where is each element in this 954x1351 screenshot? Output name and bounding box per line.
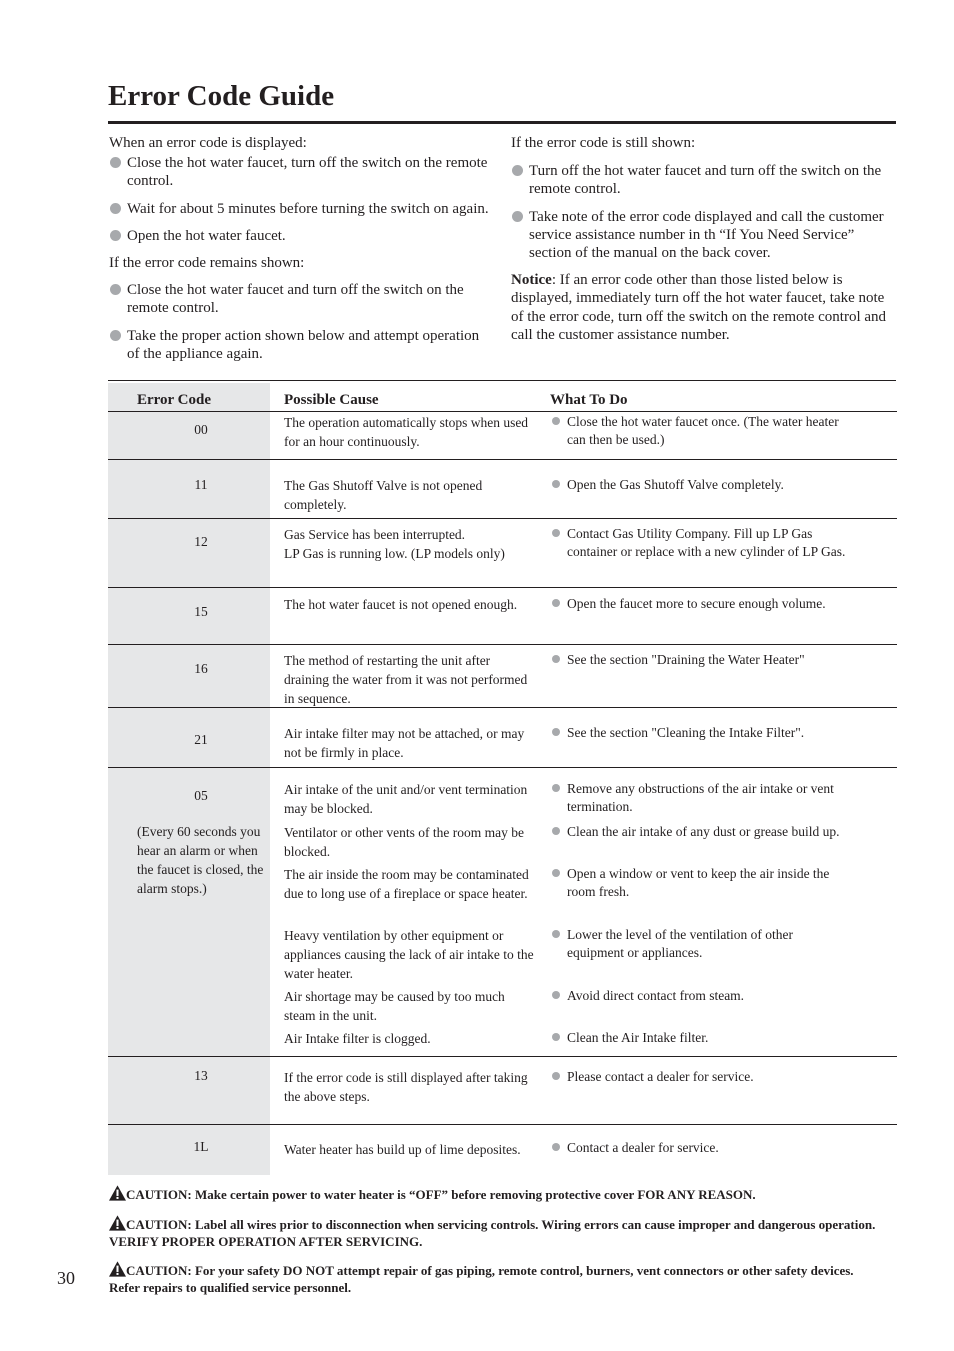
bullet-icon [110,330,121,341]
bullet-icon [552,869,560,877]
what-to-do [551,823,851,841]
table-row [108,1125,897,1181]
what-to-do-text: Open the Gas Shutoff Valve completely. [567,477,784,492]
possible-cause: Air shortage may be caused by too much steam in the unit. [284,989,505,1023]
error-code: 21 [194,732,208,747]
error-code: 13 [194,1068,208,1083]
intro-lead-2: If the error code remains shown: [109,255,305,272]
what-to-do-text: Clean the Air Intake filter. [567,1030,709,1045]
intro-right-column [511,134,889,344]
caution-text: CAUTION: Label all wires prior to disconnection when servicing controls. Wiring errors can cause improper and dangerous operation. VERIFY PROPER OPERATION AFTER SERVICING. [109,1217,876,1249]
what-to-do [551,724,851,742]
notice-label: Notice [511,272,552,289]
what-to-do [551,525,851,561]
table-row [108,645,897,708]
possible-cause: Water heater has build up of lime deposites. [284,1142,521,1157]
caution-text: CAUTION: Make certain power to water heater is “OFF” before removing protective cover FOR ANY REASON. [126,1187,756,1202]
bullet-icon [552,1033,560,1041]
what-to-do-text: Please contact a dealer for service. [567,1069,754,1084]
what-to-do [551,780,851,816]
possible-cause: The hot water faucet is not opened enough. [284,597,518,612]
intro-step [109,200,494,218]
what-to-do-text: Close the hot water faucet once. (The water heater can then be used.) [567,414,839,448]
what-to-do-text: See the section "Draining the Water Heater" [567,652,805,667]
error-code: 16 [194,661,208,676]
intro-step [511,208,889,263]
intro-lead: If the error code is still shown: [511,135,696,151]
bullet-icon [552,1072,560,1080]
what-to-do-text: Clean the air intake of any dust or grease build up. [567,824,840,839]
what-to-do-text: Lower the level of the ventilation of other equipment or appliances. [567,927,794,961]
bullet-icon [552,930,560,938]
possible-cause: If the error code is still displayed after taking the above steps. [284,1070,528,1104]
table-row [108,588,897,645]
bullet-icon [552,480,560,488]
header-error-code: Error Code [137,392,212,408]
possible-cause: Gas Service has been interrupted. LP Gas is running low. (LP models only) [284,527,505,561]
what-to-do [551,595,851,613]
what-to-do [551,865,851,901]
what-to-do [551,476,851,494]
intro-step-text: Wait for about 5 minutes before turning the switch on again. [127,200,489,217]
what-to-do-text: Contact a dealer for service. [567,1140,719,1155]
what-to-do [551,926,851,962]
intro-step-text: Take note of the error code displayed and call the customer service assistance number in th “If You Need Service” section of the manual on the back cover. [529,208,884,262]
error-code: 00 [194,422,208,437]
bullet-icon [110,284,121,295]
intro-step-text: Take the proper action shown below and attempt operation of the appliance again. [127,327,480,362]
table-body [108,412,897,1181]
error-code: 12 [194,534,208,549]
page-title: Error Code Guide [108,80,335,112]
table-row [108,768,897,1057]
bullet-icon [110,203,121,214]
intro-step [109,327,494,363]
section-rule [108,380,896,381]
caution-text: CAUTION: For your safety DO NOT attempt repair of gas piping, remote control, burners, vent connectors or other safety devices. Refer repairs to qualified service personnel. [109,1263,854,1295]
what-to-do-text: Open the faucet more to secure enough volume. [567,596,826,611]
bullet-icon [110,157,121,168]
bullet-icon [552,784,560,792]
title-rule [108,121,896,124]
possible-cause: Heavy ventilation by other equipment or appliances causing the lack of air intake to the water heater. [284,928,534,981]
possible-cause: The operation automatically stops when used for an hour continuously. [284,415,529,449]
what-to-do-text: Avoid direct contact from steam. [567,988,745,1003]
possible-cause: The Gas Shutoff Valve is not opened completely. [284,478,483,512]
intro-lead: When an error code is displayed: [109,135,307,151]
what-to-do-text: Remove any obstructions of the air intake or vent termination. [567,781,834,815]
header-possible-cause: Possible Cause [284,392,379,408]
what-to-do [551,1068,851,1086]
what-to-do-text: Contact Gas Utility Company. Fill up LP Gas container or replace with a new cylinder of LP Gas. [567,526,846,560]
error-code: 1L [193,1139,209,1154]
table-row [108,412,897,460]
what-to-do [551,651,851,669]
table-row [108,1057,897,1125]
bullet-icon [512,211,523,222]
what-to-do-text: See the section "Cleaning the Intake Filter". [567,725,805,740]
possible-cause: Ventilator or other vents of the room may be blocked. [284,825,524,859]
caution-note [109,1261,879,1296]
bullet-icon [552,529,560,537]
error-code-table [108,383,897,1181]
notice [511,271,889,344]
table-row [108,460,897,519]
error-code: 05 [194,788,208,803]
table-row [108,519,897,588]
what-to-do [551,987,851,1005]
intro-step-text: Turn off the hot water faucet and turn off the switch on the remote control. [529,163,882,198]
bullet-icon [552,417,560,425]
caution-note [109,1185,879,1203]
caution-note [109,1215,879,1250]
what-to-do-text: Open a window or vent to keep the air inside the room fresh. [567,866,830,900]
bullet-icon [552,728,560,736]
notice-text: : If an error code other than those listed below is displayed, immediately turn off the hot water faucet, take note of the error code, turn off the switch on the remote control and call the customer assistance number. [511,272,887,343]
possible-cause: The air inside the room may be contaminated due to long use of a fireplace or space heater. [284,867,529,901]
bullet-icon [552,599,560,607]
bullet-icon [552,827,560,835]
intro-step [109,227,494,245]
intro-step-text: Close the hot water faucet and turn off the switch on the remote control. [127,282,464,317]
error-code: 11 [194,477,208,492]
bullet-icon [512,165,523,176]
intro-step [109,281,494,317]
error-code-note: (Every 60 seconds you hear an alarm or when the faucet is closed, the alarm stops.) [137,824,264,896]
bullet-icon [110,230,121,241]
warning-icon [109,1215,126,1231]
warning-icon [109,1185,126,1201]
intro-step [511,162,889,198]
header-what-to-do: What To Do [550,392,628,408]
intro-step-text: Open the hot water faucet. [127,227,286,244]
table-header [108,383,897,412]
error-code: 15 [194,604,208,619]
possible-cause: Air intake of the unit and/or vent termination may be blocked. [284,782,528,816]
what-to-do [551,413,851,449]
bullet-icon [552,1143,560,1151]
page-number: 30 [57,1268,75,1288]
bullet-icon [552,991,560,999]
possible-cause: Air Intake filter is clogged. [284,1031,431,1046]
possible-cause: Air intake filter may not be attached, or may not be firmly in place. [284,726,525,760]
intro-step [109,154,494,190]
possible-cause: The method of restarting the unit after draining the water from it was not performed in sequence. [284,653,528,706]
warning-icon [109,1261,126,1277]
table-row [108,708,897,768]
what-to-do [551,1139,851,1157]
what-to-do [551,1029,851,1047]
bullet-icon [552,655,560,663]
intro-left-column [109,134,494,363]
intro-step-text: Close the hot water faucet, turn off the switch on the remote control. [127,155,488,190]
